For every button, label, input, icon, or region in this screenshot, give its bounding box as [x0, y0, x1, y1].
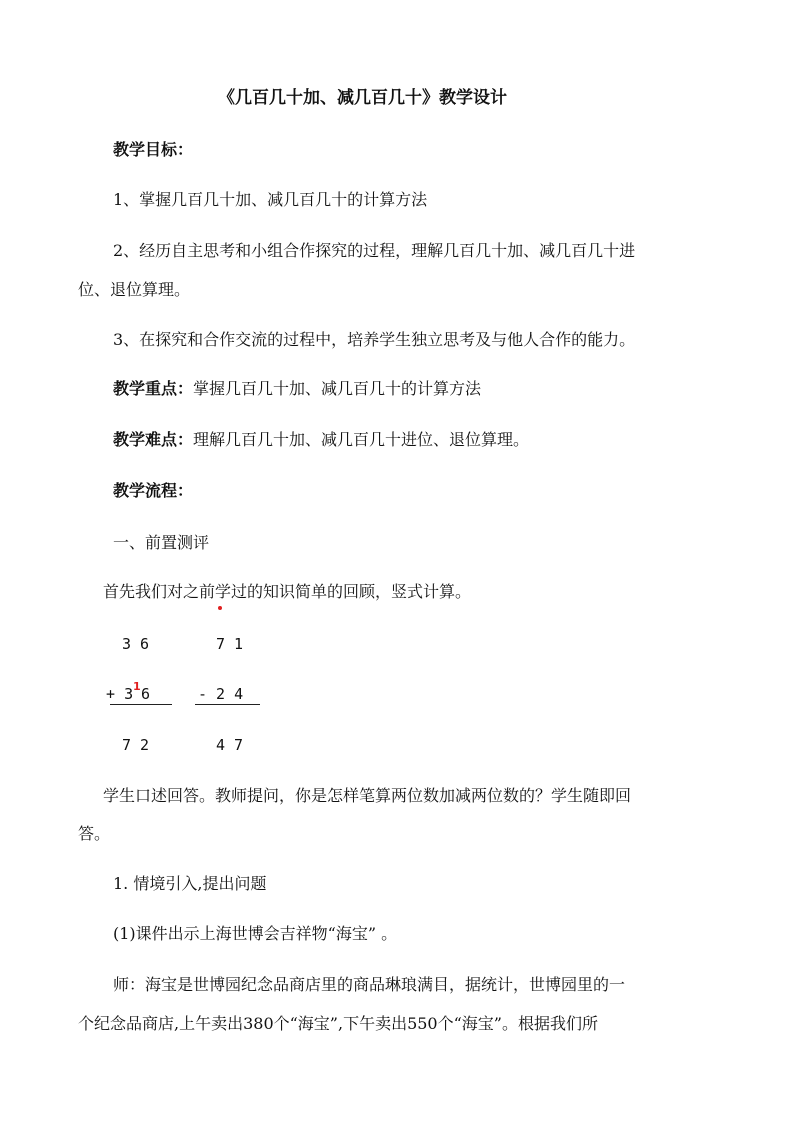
teaching-key-point: [113, 379, 481, 399]
add-operator: +: [106, 685, 116, 703]
add-sum-rule: [110, 704, 172, 705]
sub-result: 4 7: [216, 736, 244, 754]
sub-bottom-operand: - 2 4: [198, 685, 244, 703]
goal-2-line-1: 2、经历自主思考和小组合作探究的过程，理解几百几十加、减几百几十进: [113, 241, 636, 260]
response-line-2: 答。: [78, 824, 111, 843]
item-1-subpoint: (1)课件出示上海世博会吉祥物“海宝” 。: [113, 924, 398, 943]
goals-heading: 教学目标：: [113, 140, 194, 159]
review-intro: 首先我们对之前学过的知识简单的回顾，竖式计算。: [103, 582, 472, 601]
process-heading: 教学流程：: [113, 481, 194, 500]
goal-2-line-2: 位、退位算理。: [78, 280, 191, 299]
add-carry-mark: 1: [133, 680, 141, 693]
goal-3: 3、在探究和合作交流的过程中，培养学生独立思考及与他人合作的能力。: [113, 330, 636, 349]
difficulty-text: 理解几百几十加、减几百几十进位、退位算理。: [193, 430, 530, 449]
sub-top-operand: 7 1: [216, 635, 244, 653]
add-bottom-tens: 3: [124, 685, 134, 703]
teaching-difficulty: [113, 430, 529, 450]
sub-difference-rule: [195, 704, 260, 705]
add-bottom-operand: [106, 684, 133, 704]
add-bottom-ones: 6: [141, 685, 151, 703]
emphasis-dot: [218, 606, 222, 610]
response-line-1: 学生口述回答。教师提问，你是怎样笔算两位数加减两位数的？学生随即回: [103, 786, 632, 805]
item-1-heading: 1. 情境引入,提出问题: [113, 874, 267, 893]
section-1-heading: 一、前置测评: [113, 533, 210, 552]
teacher-line-1: 师：海宝是世博园纪念品商店里的商品琳琅满目，据统计，世博园里的一: [113, 975, 626, 994]
add-top-operand: 3 6: [122, 635, 150, 653]
difficulty-label: 教学难点：: [113, 430, 194, 449]
goal-1: 1、掌握几百几十加、减几百几十的计算方法: [113, 190, 428, 209]
teacher-line-2: 个纪念品商店,上午卖出380个“海宝”,下午卖出550个“海宝”。根据我们所: [78, 1014, 598, 1033]
document-title: 《几百几十加、减几百几十》教学设计: [218, 88, 507, 108]
key-point-label: 教学重点：: [113, 379, 194, 398]
key-point-text: 掌握几百几十加、减几百几十的计算方法: [193, 379, 482, 398]
add-result: 7 2: [122, 736, 150, 754]
